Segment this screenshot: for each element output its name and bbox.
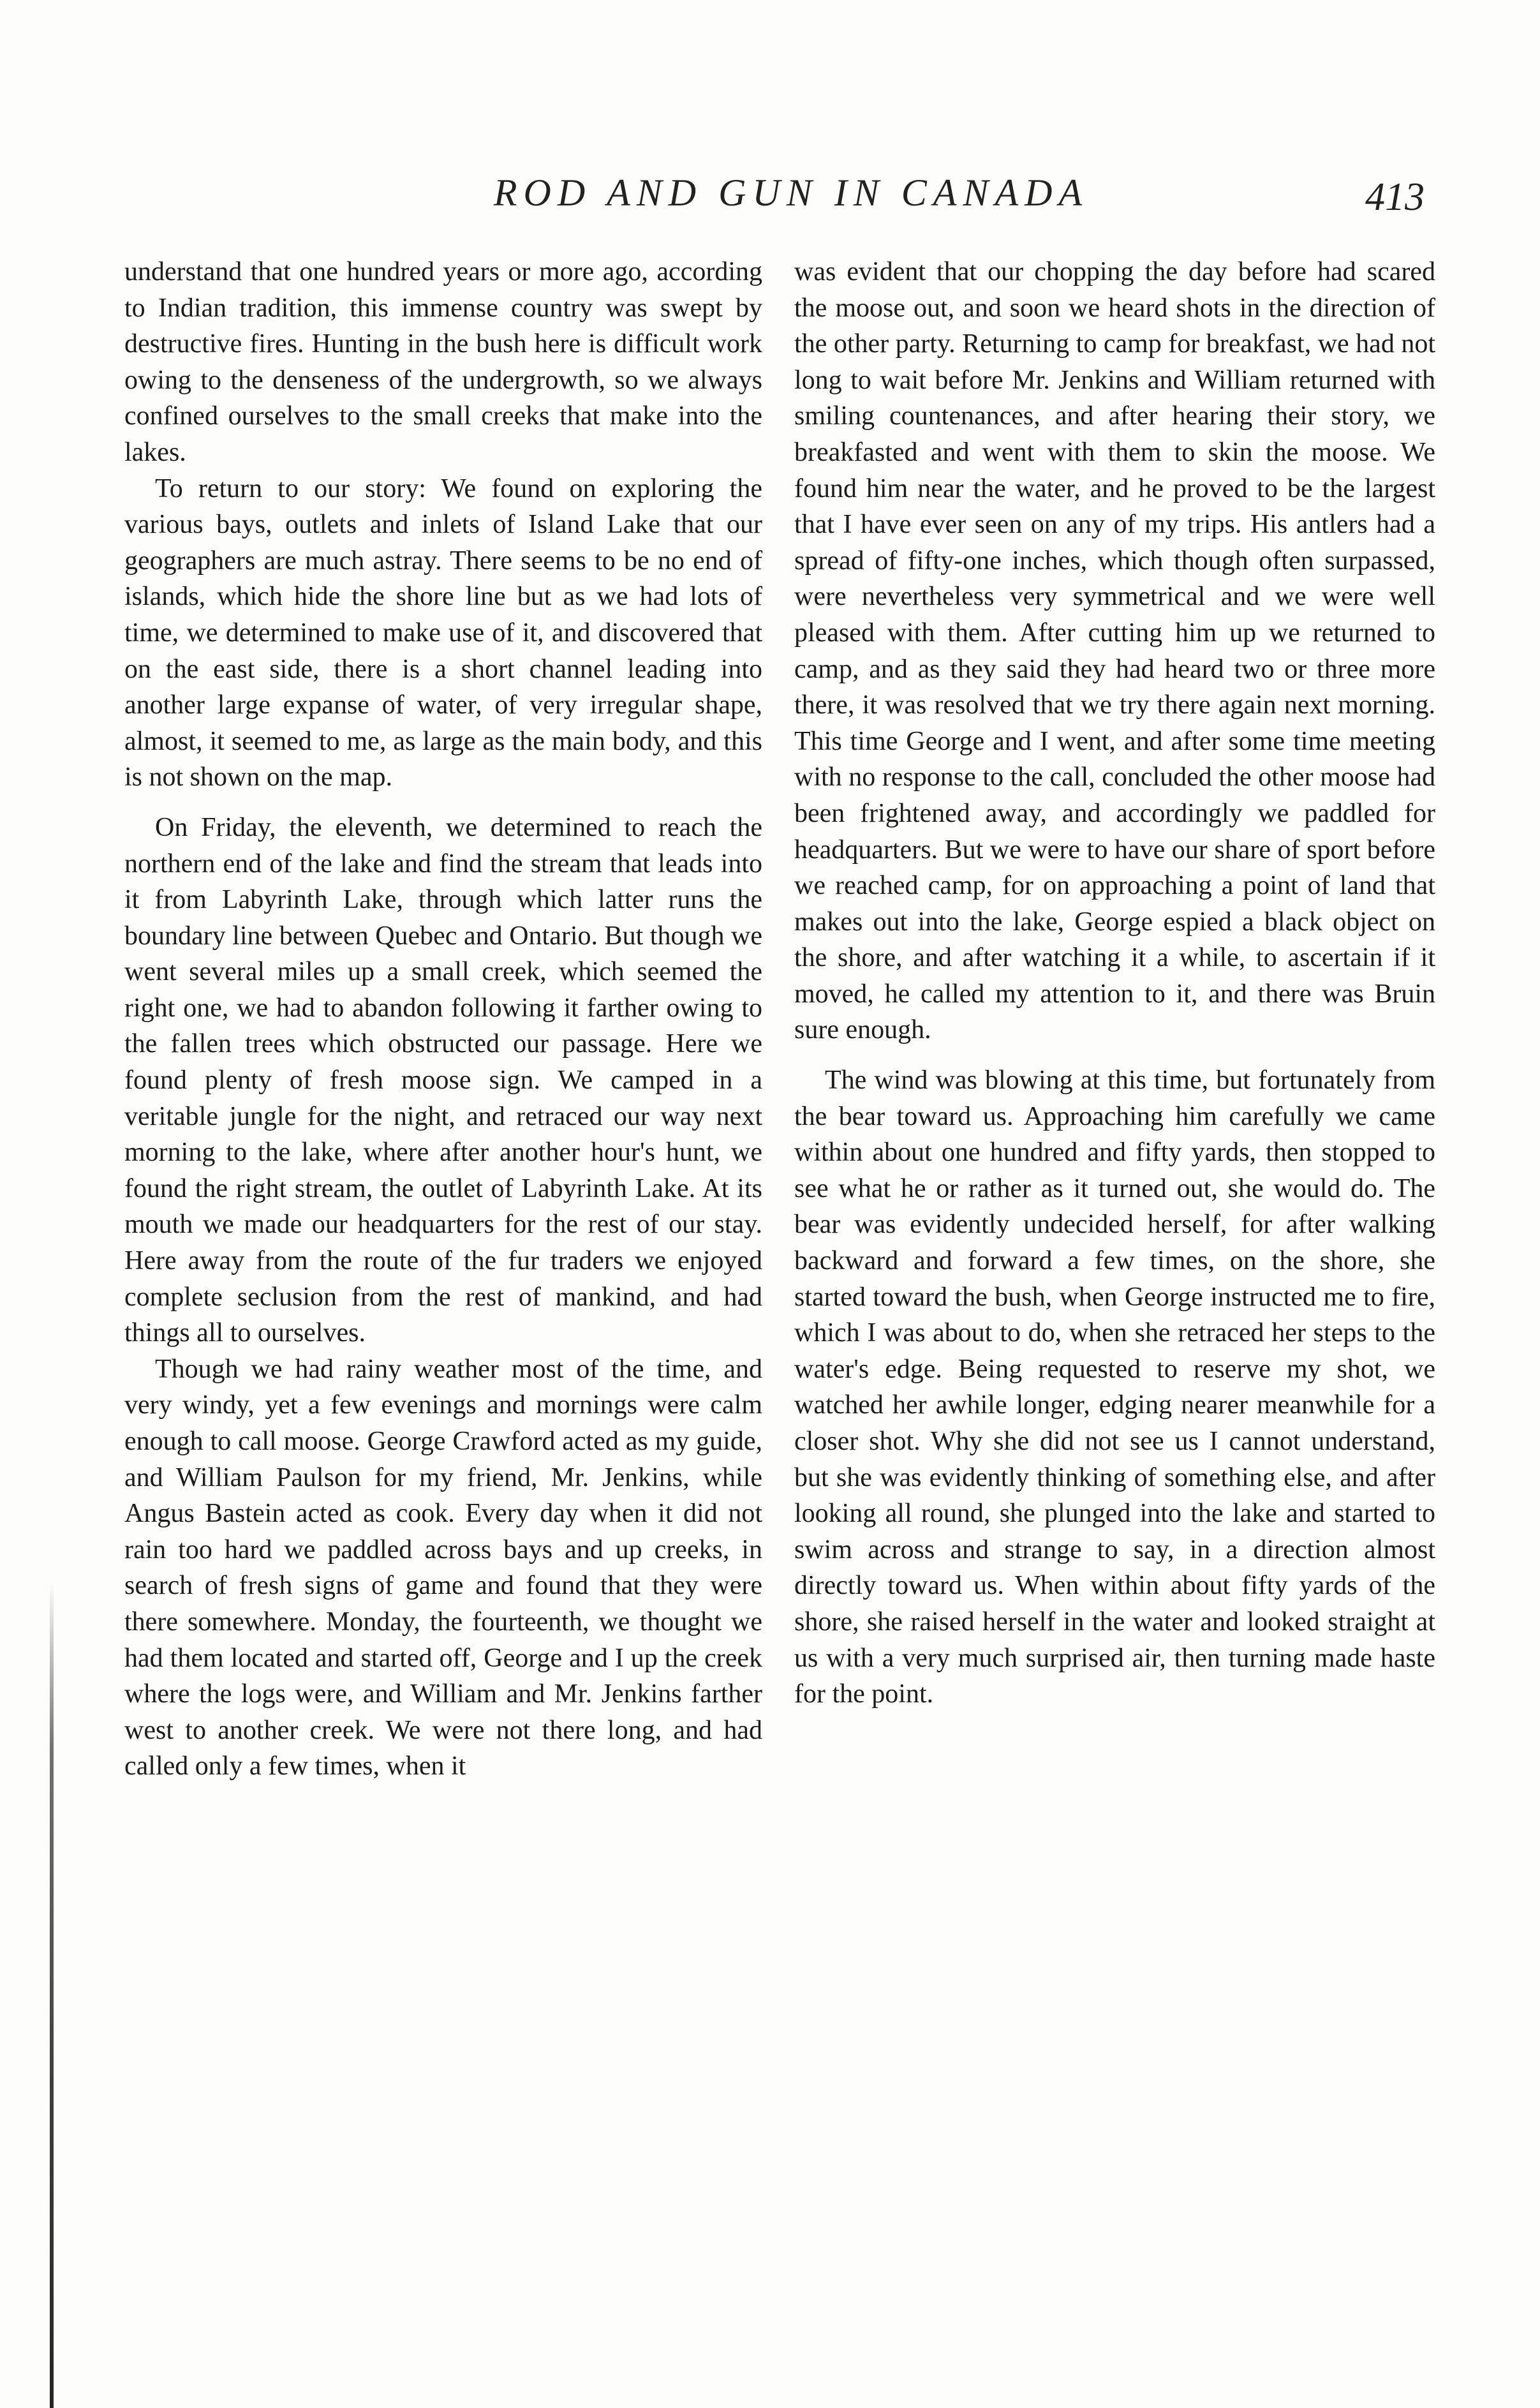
paragraph: To return to our story: We found on exploring the various bays, outlets and inlets of Island Lake that our geographers are much astray. There seems to be no end of islands, which hide the shore line but as we had lots of time, we determined to make use of it, and discovered that on the east side, there is a short channel leading into another large expanse of water, of very irregular shape, almost, it seemed to me, as large as the main body, and this is not shown on the map. (124, 473, 762, 792)
page-number: 413 (1365, 175, 1425, 219)
page-header (0, 171, 1540, 228)
paragraph: On Friday, the eleventh, we determined to reach the northern end of the lake and find the stream that leads into it from Labyrinth Lake, through which latter runs the boundary line between Quebec and Ontario. But though we went several miles up a small creek, which seemed the right one, we had to abandon following it farther owing to the fallen trees which obstructed our passage. Here we found plenty of fresh moose sign. We camped in a veritable jungle for the night, and retraced our way next morning to the lake, where after another hour's hunt, we found the right stream, the outlet of Labyrinth Lake. At its mouth we made our headquarters for the rest of our stay. Here away from the route of the fur traders we enjoyed complete seclusion from the rest of mankind, and had things all to ourselves. (124, 812, 762, 1348)
paragraph: Though we had rainy weather most of the time, and very windy, yet a few evenings and mornings were calm enough to call moose. George Crawford acted as my guide, and William Paulson for my friend, Mr. Jenkins, while Angus Bastein acted as cook. Every day when it did not rain too hard we paddled across bays and up creeks, in search of fresh signs of game and found that they were there somewhere. Monday, the fourteenth, we thought we had them located and started off, George and I up the creek where the logs were, and William and Mr. Jenkins farther west to another creek. We were not there long, and had called only a few times, when it (124, 1354, 762, 1781)
right-column (794, 254, 1435, 1713)
paragraph: The wind was blowing at this time, but fortunately from the bear toward us. Approaching him carefully we came within about one hundred and fifty yards, then stopped to see what he or rather as it turned out, she would do. The bear was evidently undecided herself, for after walking backward and forward a few times, on the shore, she started toward the bush, when George instructed me to fire, which I was about to do, when she retraced her steps to the water's edge. Being requested to reserve my shot, we watched her awhile longer, edging nearer meanwhile for a closer shot. Why she did not see us I cannot understand, but she was evidently thinking of something else, and after looking all round, she plunged into the lake and started to swim across and strange to say, in a direction almost directly toward us. When within about fifty yards of the shore, she raised herself in the water and looked straight at us with a very much surprised air, then turning made haste for the point. (794, 1066, 1435, 1709)
paragraph: was evident that our chopping the day before had scared the moose out, and soon we heard shots in the direction of the other party. Returning to camp for breakfast, we had not long to wait before Mr. Jenkins and William returned with smiling countenances, and after hearing their story, we breakfasted and went with them to skin the moose. We found him near the water, and he proved to be the largest that I have ever seen on any of my trips. His antlers had a spread of fifty-one inches, which though often surpassed, were nevertheless very symmetrical and we were well pleased with them. After cutting him up we returned to camp, and as they said they had heard two or three more there, it was resolved that we try there again next morning. This time George and I went, and after some time meeting with no response to the call, concluded the other moose had been frightened away, and accordingly we paddled for headquarters. But we were to have our share of sport before we reached camp, for on approaching a point of land that makes out into the lake, George espied a black object on the shore, and after watching it a while, to ascertain if it moved, he called my attention to it, and there was Bruin sure enough. (794, 257, 1435, 1045)
running-title: ROD AND GUN IN CANADA (493, 172, 1089, 214)
left-column (124, 254, 762, 1785)
paragraph: understand that one hundred years or more ago, according to Indian tradition, this immense country was swept by destructive fires. Hunting in the bush here is difficult work owing to the denseness of the undergrowth, so we always confined ourselves to the small creeks that make into the lakes. (124, 257, 762, 467)
scan-edge-mark (50, 1582, 54, 2408)
